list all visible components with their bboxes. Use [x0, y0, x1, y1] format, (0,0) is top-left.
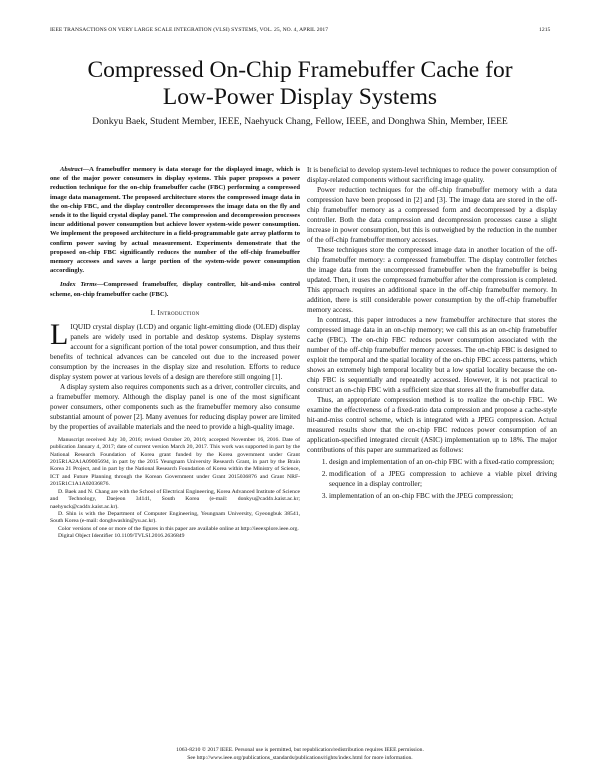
drop-cap: L — [50, 317, 69, 351]
right-paragraph-4: In contrast, this paper introduces a new framebuffer architecture that stores the compressed image data in an on-chip memory; we call this as an on-chip framebuffer cache (FBC). The on-chip FBC reduces power consumption associated with the number of the off-chip framebuffer memory accesses. The on-chip FBC is designed to exploit the temporal and the spatial locality of the on-chip FBC access patterns, which shows an extremely high temporal locality but a low spatial locality because the on-chip FBC is sequentially and repeatedly accessed. However, it is not practical to construct an on-chip FBC with a sufficient size that stores all the framebuffer data. — [307, 316, 557, 394]
contributions-list — [307, 457, 557, 501]
footnote-affiliation-2: D. Shin is with the Department of Computer Engineering, Yeungnam University, Gyeongbuk 38541, South Korea (e-mail: donghwashin@yu.ac.kr). — [50, 510, 300, 525]
right-paragraph-2: Power reduction techniques for the off-chip framebuffer memory with a data compression have been proposed in [2] and [3]. The image data are stored in the off-chip framebuffer memory as a compressed form and decompressed by a display controller. Both the data compression and decompression processes cause a slight increase in power consumption, but this is outweighed by the reduction in the number of the off-chip framebuffer memory accesses. — [307, 186, 557, 244]
title-line-2: Low-Power Display Systems — [162, 84, 438, 110]
footnote-affiliation-1: D. Baek and N. Chang are with the School of Electrical Engineering, Korea Advanced Institute of Science and Technology, Daejeon 34141, South Korea (e-mail: donkyu@cad4x.kaist.ac.kr; naehyuck@cad4x.kaist.ac.kr). — [50, 488, 300, 510]
intro-paragraph-1 — [50, 317, 300, 382]
abstract-text: —A framebuffer memory is data storage for the displayed image, which is one of the major power consumers in display systems. This paper proposes a power reduction technique for the on-chip framebuffer cache (FBC) performing a compressed image data management. The proposed architecture stores the compressed image data in the on-chip FBC, and the display controller decompresses the image data on the fly and sends it to the liquid crystal display panel. The compression and decompression processes incur additional power consumption but achieve lower system-wide power consumption. We implement the proposed architecture in a field-programmable gate array platform to confirm power saving by actual measurement. Experiments demonstrate that the proposed on-chip FBC significantly reduces the number of the off-chip framebuffer memory accesses and saves a large portion of the system-wide power consumption accordingly. — [50, 166, 300, 275]
footnotes — [50, 437, 300, 541]
paper-title — [40, 57, 560, 111]
footnote-doi: Digital Object Identifier 10.1109/TVLSI.2016.2636849 — [58, 533, 185, 540]
contribution-item: 1. design and implementation of an on-chip FBC with a fixed-ratio compression; — [329, 457, 557, 467]
title-line-1: Compressed On-Chip Framebuffer Cache for — [87, 57, 513, 83]
index-terms-label: Index Terms — [60, 281, 97, 289]
copyright-line-1: 1063-8210 © 2017 IEEE. Personal use is permitted, but republication/redistribution requires IEEE permission. — [176, 747, 424, 753]
copyright-notice — [30, 746, 570, 762]
footnote-manuscript: Manuscript received July 30, 2016; revised October 20, 2016; accepted November 16, 2016. Date of publication January 4, 2017; date of current version March 20, 2017. This work was supported in part by the National Research Foundation of Korea grant funded by the Korea government under Grant 2015R1A2A1A09005694, in part by the 2015 Yeungnam University Research Grant, in part by the Brain Korea 21 Project, and in part by the National Research Foundation of Korea within the Ministry of Science, ICT and Future Planning through the Korean Government under Grant 2015036876 and Grant NRF-2015R1C1A1A02036876. — [50, 436, 300, 488]
contribution-item: 2. modification of a JPEG compression to achieve a viable pixel driving sequence in a display controller; — [329, 469, 557, 489]
abstract-label: Abstract — [60, 166, 83, 173]
right-column — [307, 165, 557, 503]
section-title: Introduction — [157, 307, 200, 317]
abstract — [50, 165, 300, 275]
right-paragraph-1: It is beneficial to develop system-level techniques to reduce the power consumption of display-related components without sacrificing image quality. — [307, 166, 557, 184]
running-header: IEEE TRANSACTIONS ON VERY LARGE SCALE INTEGRATION (VLSI) SYSTEMS, VOL. 25, NO. 4, APRIL 2017 — [50, 27, 329, 33]
contribution-item: 3. implementation of an on-chip FBC with the JPEG compression; — [329, 491, 557, 501]
index-terms-text: —Compressed framebuffer, display controller, hit-and-miss control scheme, on-chip framebuffer cache (FBC). — [50, 281, 300, 298]
right-paragraph-5: Thus, an appropriate compression method is to realize the on-chip FBC. We examine the effectiveness of a fixed-ratio data compression and propose a cache-style hit-and-miss control scheme, which is integrated with a JPEG compression. Actual measured results show that the on-chip FBC reduces power consumption of an application-specified integrated circuit (ASIC) implementation up to 18%. The major contributions of this paper are summarized as follows: — [307, 396, 557, 454]
page-number: 1215 — [539, 27, 551, 33]
index-terms — [50, 280, 300, 298]
copyright-line-2: See http://www.ieee.org/publications_standards/publications/rights/index.html for more information. — [187, 755, 413, 762]
left-column — [50, 165, 300, 541]
footnote-color: Color versions of one or more of the figures in this paper are available online at http://ieeexplore.ieee.org. — [58, 525, 299, 532]
right-paragraph-3: These techniques store the compressed image data in another location of the off-chip framebuffer memory: a compressed framebuffer. The display controller fetches the image data from the uncompressed framebuffer when the framebuffer is being updated. Then, it uses the compressed framebuffer after the compression is completed. This approach requires an additional space in the off-chip framebuffer memory. In addition, there is still considerable power consumption by the off-chip framebuffer memory access. — [307, 246, 557, 314]
intro-paragraph-1-text: IQUID crystal display (LCD) and organic light-emitting diode (OLED) display panels are widely used in portable and desktop systems. Display systems account for a significant portion of the total power consumption, and thus their benefits of technical advances can be canceled out due to the increased power consumption by the increases in the display size and resolution. Efforts to reduce display system power at various levels of a design are therefore still ongoing [1]. — [50, 322, 300, 381]
intro-paragraph-2: A display system also requires components such as a driver, controller circuits, and a framebuffer memory. Although the display panel is one of the most significant power consumers, other components such as the framebuffer memory also consume substantial amount of power [2]. Many avenues for reducing display power are limited by the properties of available materials and the need to provide a high-quality image. — [50, 382, 300, 431]
section-heading — [50, 308, 300, 318]
author-list: Donkyu Baek, Student Member, IEEE, Naehyuck Chang, Fellow, IEEE, and Donghwa Shin, Member, IEEE — [92, 116, 508, 127]
section-numeral: I. — [150, 307, 156, 317]
